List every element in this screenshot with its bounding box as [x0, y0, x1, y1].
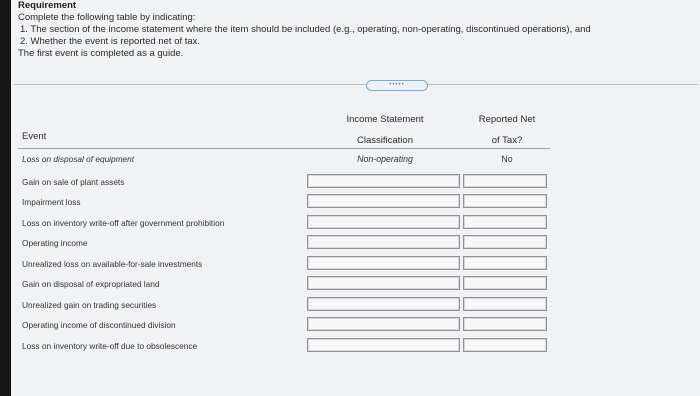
header-classification-line2: Classification — [357, 135, 413, 146]
row-event-4: Operating income — [22, 238, 88, 248]
row-event-8: Operating income of discontinued division — [22, 320, 176, 330]
row-5-classification-input[interactable] — [307, 256, 460, 270]
row-7-net-of-tax-input[interactable] — [463, 297, 547, 311]
guide-row-classification: Non-operating — [357, 154, 413, 164]
row-event-6: Gain on disposal of expropriated land — [22, 279, 160, 289]
section-divider — [14, 84, 698, 85]
requirement-heading: Requirement — [18, 0, 77, 11]
requirement-intro: Complete the following table by indicating: — [18, 12, 196, 23]
row-8-net-of-tax-input[interactable] — [463, 317, 547, 331]
row-9-classification-input[interactable] — [307, 338, 460, 352]
row-3-classification-input[interactable] — [307, 215, 460, 229]
row-event-3: Loss on inventory write-off after government prohibition — [22, 218, 225, 228]
guide-row-event: Loss on disposal of equipment — [22, 154, 135, 164]
row-event-5: Unrealized loss on available-for-sale investments — [22, 259, 203, 269]
row-1-net-of-tax-input[interactable] — [463, 174, 547, 188]
header-net-line2: of Tax? — [491, 135, 523, 146]
window-left-edge — [0, 0, 11, 396]
requirement-item-2: 2. Whether the event is reported net of tax. — [20, 36, 201, 47]
header-net-line1: Reported Net — [478, 114, 536, 125]
requirement-panel — [18, 0, 698, 60]
guide-row-net-of-tax: No — [501, 154, 513, 164]
row-event-7: Unrealized gain on trading securities — [22, 300, 157, 310]
row-9-net-of-tax-input[interactable] — [463, 338, 547, 352]
header-event: Event — [22, 131, 47, 142]
row-4-classification-input[interactable] — [307, 235, 460, 249]
row-3-net-of-tax-input[interactable] — [463, 215, 547, 229]
header-rule — [18, 148, 550, 149]
row-event-9: Loss on inventory write-off due to obsolescence — [22, 341, 198, 351]
row-4-net-of-tax-input[interactable] — [463, 235, 547, 249]
header-classification-line1: Income Statement — [346, 114, 424, 125]
row-8-classification-input[interactable] — [307, 317, 460, 331]
row-1-classification-input[interactable] — [307, 174, 460, 188]
requirement-item-1: 1. The section of the income statement where the item should be included (e.g., operating, non-operating, discontinued operations), and — [20, 24, 591, 35]
row-2-classification-input[interactable] — [307, 194, 460, 208]
row-6-net-of-tax-input[interactable] — [463, 276, 547, 290]
row-5-net-of-tax-input[interactable] — [463, 256, 547, 270]
expand-handle[interactable]: ••••• — [366, 80, 428, 91]
row-event-1: Gain on sale of plant assets — [22, 177, 125, 187]
row-6-classification-input[interactable] — [307, 276, 460, 290]
row-7-classification-input[interactable] — [307, 297, 460, 311]
row-event-2: Impairment loss — [22, 197, 81, 207]
row-2-net-of-tax-input[interactable] — [463, 194, 547, 208]
requirement-guide-note: The first event is completed as a guide. — [18, 48, 184, 59]
